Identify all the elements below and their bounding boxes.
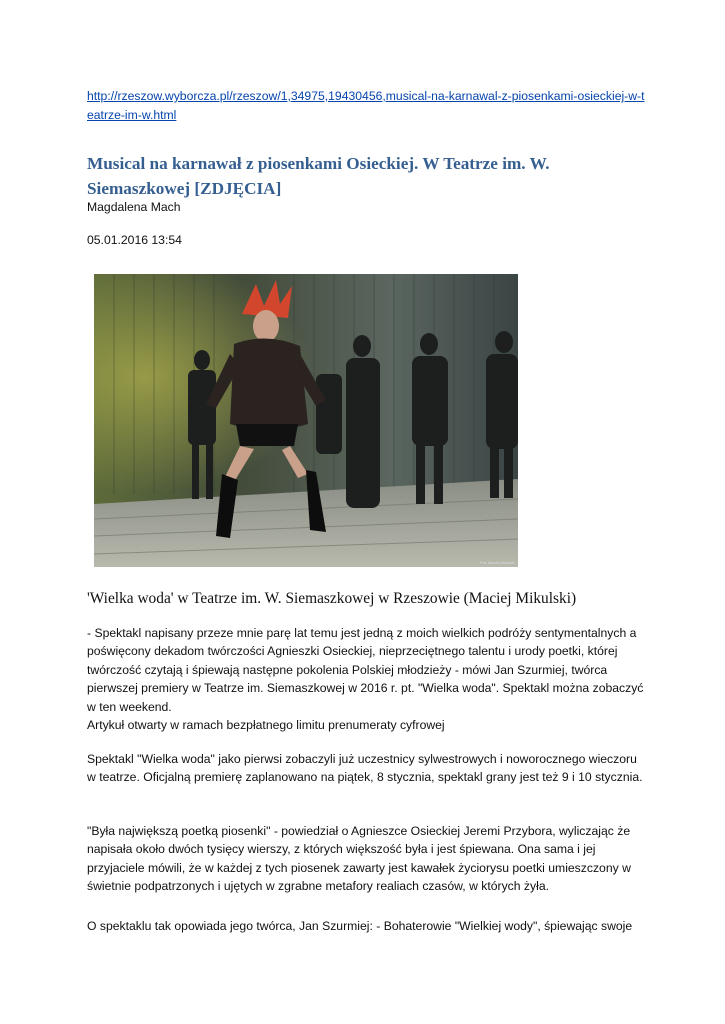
article-title: Musical na karnawał z piosenkami Osieckiej. W Teatrze im. W. Siemaszkowej [ZDJĘCIA] [87,154,550,198]
photo-credit: Fot. Maciej Mikulski [480,560,515,565]
article-paragraph-2: Spektakl "Wielka woda" jako pierwsi zobaczyli już uczestnicy sylwestrowych i noworocznego wieczoru w teatrze. Oficjalną premierę zaplanowano na piątek, 8 stycznia, spektakl grany jest też 9 i 10 stycznia. [87,752,643,785]
article-date: 05.01.2016 13:54 [87,233,182,247]
article-paragraph-3: "Była największą poetką piosenki" - powiedział o Agnieszce Osieckiej Jeremi Przybora, wyliczając że napisała około dwóch tysięcy wierszy, z których większość była i jest śpiewana. Ona sama i jej przyjaciele mówili, że w każdej z tych piosenek zawarty jest kawałek życiorysu poetki umieszczony w świetnie podpatrzonych i ujętych w zgrabne metafory realiach czasów, w których żyła. [87,824,631,894]
article-paragraph-1 [87,624,647,734]
article-author: Magdalena Mach [87,200,181,214]
photo-caption: 'Wielka woda' w Teatrze im. W. Siemaszkowej w Rzeszowie (Maciej Mikulski) [87,590,577,607]
paywall-note: Artykuł otwarty w ramach bezpłatnego limitu prenumeraty cyfrowej [87,718,445,733]
article-paragraph-4: O spektaklu tak opowiada jego twórca, Jan Szurmiej: - Bohaterowie "Wielkiej wody", śpiewając swoje [87,919,633,933]
paragraph-text: - Spektakl napisany przeze mnie parę lat temu jest jedną z moich wielkich podróży sentymentalnych a poświęcony dekadom twórczości Agnieszki Osieckiej, nieprzeciętnego talentu i urody poetki, której twórczość czytają i śpiewają następne pokolenia Polskiej młodzieży - mówi Jan Szurmiej, twórca pierwszej premiery w Teatrze im. Siemaszkowej w 2016 r. pt. "Wielka woda". Spektakl można zobaczyć w ten weekend. [87,626,644,714]
article-photo [94,274,518,567]
stage-photo-illustration [94,274,518,567]
source-url-link[interactable]: http://rzeszow.wyborcza.pl/rzeszow/1,34975,19430456,musical-na-karnawal-z-piosenkami-osieckiej-w-teatrze-im-w.html [87,89,645,122]
